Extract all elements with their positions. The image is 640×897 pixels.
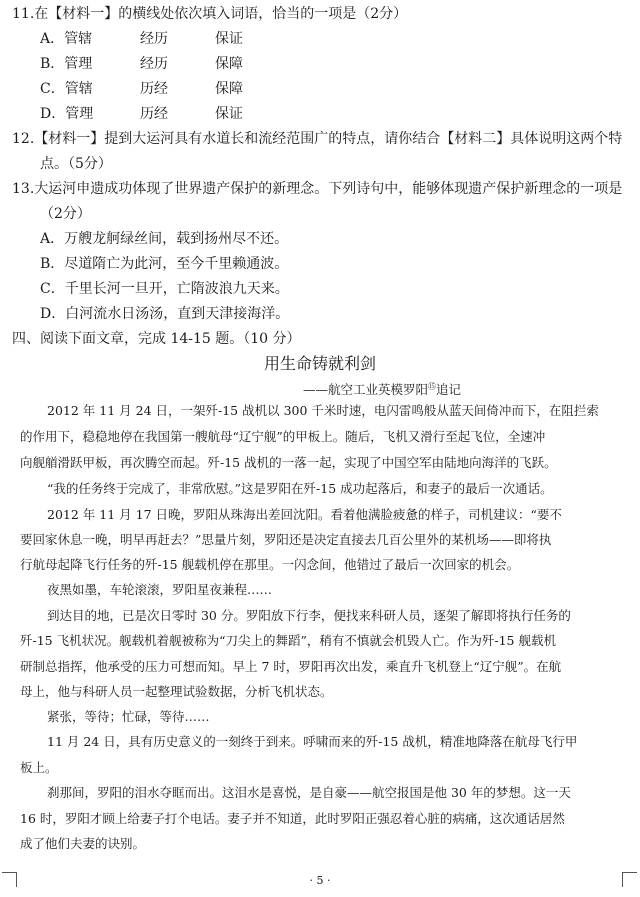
article-line-1: 2012 年 11 月 24 日，一架歼-15 战机以 300 千米时速，电闪雷鸣般从蓝天间倚冲而下，在阻拦索 bbox=[47, 403, 599, 418]
article-line-3: 向舰艏滑跃甲板，再次腾空而起。歼-15 战机的一落一起，实现了中国空军由陆地向海洋的飞跃。 bbox=[20, 455, 557, 470]
article-title: 用生命铸就利剑 bbox=[263, 354, 376, 373]
article-line-18: 成了他们夫妻的诀别。 bbox=[20, 836, 146, 851]
q11-option-d-1: D．管理 bbox=[40, 106, 94, 122]
article-line-2: 的作用下，稳稳地停在我国第一艘航母“辽宁舰”的甲板上。随后，飞机又滑行至起飞位，全速冲 bbox=[20, 429, 546, 444]
q11-option-b-3: 保障 bbox=[215, 56, 243, 72]
q13-option-a: A．万艘龙舸绿丝间，载到扬州尽不还。 bbox=[40, 231, 289, 247]
q11-option-c-2: 历经 bbox=[140, 81, 168, 97]
article-subtitle-main: ——航空工业英模罗阳 bbox=[303, 382, 429, 398]
question-13-line-1: 13.大运河申遗成功体现了世界遗产保护的新理念。下列诗句中，能够体现遗产保护新理念的一项是 bbox=[12, 181, 623, 197]
article-line-12: 母上，他与科研人员一起整理试验数据，分析飞机状态。 bbox=[20, 684, 333, 699]
q11-option-a-1: A．管辖 bbox=[40, 31, 93, 47]
section-4-heading: 四、阅读下面文章，完成 14-15 题。（10 分） bbox=[12, 331, 301, 347]
article-line-7: 行航母起降飞行任务的歼-15 舰载机停在那里。一闪念间，他错过了最后一次回家的机会。 bbox=[20, 557, 520, 572]
q11-option-c-1: C．管辖 bbox=[40, 81, 93, 97]
article-line-17: 16 时，罗阳才顾上给妻子打个电话。妻子并不知道，此时罗阳正强忍着心脏的病痛，这次通话居然 bbox=[20, 811, 565, 826]
article-line-10: 歼-15 飞机状况。舰载机着舰被称为“刀尖上的舞蹈”，稍有不慎就会机毁人亡。作为歼-15 舰载机 bbox=[20, 633, 556, 648]
page-number: · 5 · bbox=[309, 874, 331, 887]
article-subtitle bbox=[303, 377, 461, 400]
q11-option-a-2: 经历 bbox=[140, 31, 168, 47]
article-line-9: 到达目的地，已是次日零时 30 分。罗阳放下行李，便找来科研人员，逐架了解即将执行任务的 bbox=[47, 608, 571, 623]
q11-option-b-1: B．管理 bbox=[40, 56, 93, 72]
q13-option-c: C．千里长河一旦开，亡隋波浪九天来。 bbox=[40, 281, 289, 297]
q13-option-b: B．尽道隋亡为此河，至今千里赖通波。 bbox=[40, 256, 289, 272]
q11-option-c-3: 保障 bbox=[215, 81, 243, 97]
article-line-8: 夜黑如墨，车轮滚滚，罗阳星夜兼程…… bbox=[47, 582, 273, 597]
q13-option-d: D．白河流水日汤汤，直到天津接海洋。 bbox=[40, 306, 290, 322]
question-13-line-2: （2分） bbox=[40, 206, 91, 222]
article-line-6: 要回家休息一晚，明早再赶去？”思量片刻，罗阳还是决定直接去几百公里外的某机场——即将执 bbox=[20, 532, 552, 547]
article-line-11: 研制总指挥，他承受的压力可想而知。早上 7 时，罗阳再次出发，乘直升飞机登上“辽宁舰”。在航 bbox=[20, 659, 562, 674]
question-12-line-1: 12.【材料一】提到大运河具有水道长和流经范围广的特点，请你结合【材料二】具体说明这两个特 bbox=[12, 131, 623, 147]
footnote-marker: ⑮ bbox=[428, 382, 437, 391]
question-11-stem: 11.在【材料一】的横线处依次填入词语，恰当的一项是（2分） bbox=[12, 6, 408, 22]
question-12-line-2: 点。（5分） bbox=[40, 156, 112, 172]
article-subtitle-end: 追记 bbox=[436, 382, 462, 398]
article-line-4: “我的任务终于完成了，非常欣慰。”这是罗阳在歼-15 成功起落后，和妻子的最后一次通话。 bbox=[47, 481, 553, 496]
article-line-15: 板上。 bbox=[20, 760, 58, 775]
article-line-14: 11 月 24 日，具有历史意义的一刻终于到来。呼啸而来的歼-15 战机，精准地降落在航母飞行甲 bbox=[47, 734, 578, 749]
article-line-5: 2012 年 11 月 17 日晚，罗阳从珠海出差回沈阳。看着他满脸疲惫的样子，司机建议：“要不 bbox=[47, 507, 562, 522]
q11-option-d-2: 历经 bbox=[140, 106, 168, 122]
q11-option-a-3: 保证 bbox=[215, 31, 243, 47]
q11-option-b-2: 经历 bbox=[140, 56, 168, 72]
q11-option-d-3: 保证 bbox=[215, 106, 243, 122]
article-line-13: 紧张，等待；忙碌，等待…… bbox=[47, 709, 210, 724]
article-line-16: 刹那间，罗阳的泪水夺眶而出。这泪水是喜悦，是自豪——航空报国是他 30 年的梦想。这一天 bbox=[47, 785, 571, 800]
